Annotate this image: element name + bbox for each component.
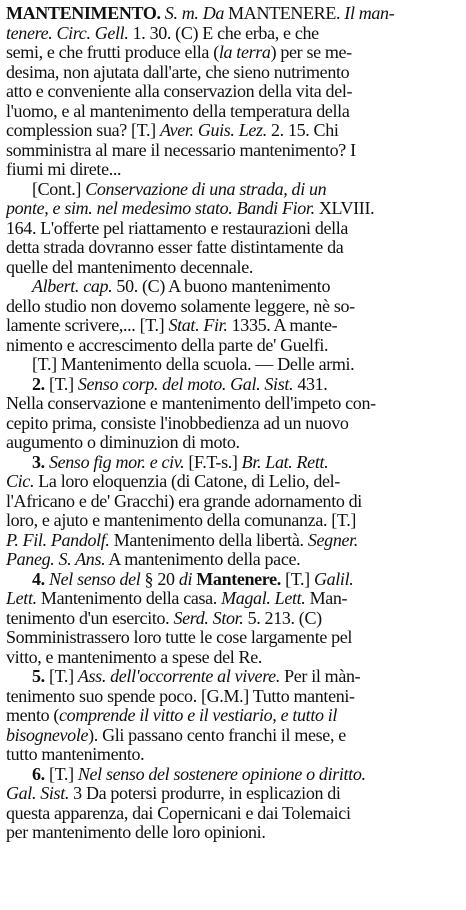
text-line (6, 199, 460, 219)
italic-run: Aver. Guis. Lez. (159, 121, 267, 140)
text-run: La loro eloquenzia (di Catone, di Lelio, del- (34, 472, 340, 491)
text-run: 3 Da potersi produrre, in esplicazion di (69, 784, 341, 803)
text-run: 431. (293, 374, 328, 394)
text-line (6, 726, 460, 746)
text-run: [T.] Mantenimento della scuola. — Delle armi. (32, 355, 355, 374)
italic-run: Il man- (344, 4, 395, 23)
text-run: tutto mantenimento. (6, 745, 145, 764)
text-run: questa apparenza, dai Copernicani e dai Tolemaici (6, 803, 351, 823)
italic-run: Lett. (6, 589, 37, 608)
italic-run: comprende il vitto e il vestiario, e tutto il (59, 706, 338, 725)
italic-run: Nel senso del sostenere opinione o diritto. (77, 764, 366, 784)
text-line (6, 784, 460, 804)
italic-run: bisognevole (6, 725, 89, 745)
text-run: detta strada dovranno esser fatte distintamente da (6, 238, 344, 257)
italic-run: Stat. Fir. (168, 316, 228, 335)
italic-run: Serd. Stor. (173, 608, 244, 628)
text-line (6, 550, 460, 570)
text-line (6, 219, 460, 239)
text-run: ) per se me- (270, 43, 352, 62)
text-run: l'Africano e de' Gracchi) era grande adornamento di (6, 491, 362, 511)
text-run: Somministrassero loro tutte le cose largamente pel (6, 628, 353, 647)
text-line (6, 24, 460, 44)
text-line (6, 297, 460, 317)
text-run: vitto, e mantenimento a spese del Re. (6, 647, 262, 667)
text-run: augumento o diminuzion di moto. (6, 433, 240, 452)
text-line (6, 336, 460, 356)
italic-run: Segner. (307, 530, 358, 550)
text-run: Man- (305, 589, 348, 608)
italic-run: Paneg. S. Ans. (6, 550, 106, 569)
bold-run: Mantenere. (192, 569, 281, 589)
smallcaps-run: MANTENERE. (224, 4, 341, 23)
text-line (6, 804, 460, 824)
italic-run: Albert. cap. (32, 277, 113, 296)
bold-run: 3. (32, 452, 45, 472)
text-line (6, 63, 460, 83)
text-run: desima, non ajutata dall'arte, che sieno nutrimento (6, 62, 350, 82)
text-run: nimento e accrescimento della parte de' Guelfi. (6, 335, 329, 355)
text-line (6, 453, 460, 473)
text-run: § 20 (140, 569, 179, 589)
text-line (6, 394, 460, 414)
bold-run: MANTENIMENTO. (6, 4, 161, 23)
text-run: loro, e ajuto e mantenimento della comunanza. [T.] (6, 511, 357, 530)
text-run: A mantenimento della pace. (105, 550, 301, 569)
text-line (6, 121, 460, 141)
text-run: 50. (C) A buono mantenimento (112, 277, 331, 296)
italic-run: Conservazione di una strada, di un (85, 179, 327, 199)
text-run: 2. 15. Chi (266, 121, 339, 140)
text-line (6, 375, 460, 395)
text-line (6, 687, 460, 707)
text-run: per mantenimento delle loro opinioni. (6, 823, 266, 842)
text-line (6, 667, 460, 687)
text-run: lamente scrivere,... [T.] (6, 316, 169, 335)
text-run: Mantenimento della casa. (36, 589, 222, 608)
text-run: Mantenimento della libertà. (109, 530, 308, 550)
text-line (6, 102, 460, 122)
text-line (6, 277, 460, 297)
text-run: 5. 213. (C) (243, 608, 322, 628)
text-run: complession sua? [T.] (6, 121, 160, 140)
text-run: cepito prima, consiste l'inobbedienza ad un nuovo (6, 413, 349, 433)
text-line (6, 4, 460, 24)
text-line (6, 531, 460, 551)
text-line (6, 823, 460, 843)
text-run: atto e conveniente alla conservazion della vita del- (6, 82, 353, 101)
text-line (6, 433, 460, 453)
italic-run: S. m. Da (164, 4, 224, 23)
text-line (6, 258, 460, 278)
italic-run: Senso corp. del moto. Gal. Sist. (77, 374, 294, 394)
italic-run: Senso fig mor. e civ. (48, 452, 185, 472)
text-run: [Cont.] (32, 179, 86, 199)
text-line (6, 765, 460, 785)
text-run: tenimento suo spende poco. [G.M.] Tutto manteni- (6, 686, 355, 706)
text-run: Nella conservazione e mantenimento dell'impeto con- (6, 394, 376, 413)
text-run: somministra al mare il necessario mantenimento? I (6, 140, 356, 160)
text-run: [T.] (44, 764, 78, 784)
bold-run: 4. (32, 569, 45, 589)
text-run: XLVIII. (314, 199, 375, 218)
text-run: fiumi mi direte... (6, 160, 122, 179)
text-line (6, 180, 460, 200)
text-line (6, 82, 460, 102)
text-run: 1335. A mante- (227, 316, 338, 335)
italic-run: Cic. (6, 472, 35, 491)
text-line (6, 316, 460, 336)
text-line (6, 570, 460, 590)
text-run: 164. L'offerte pel riattamento e restaurazioni della (6, 218, 349, 238)
italic-run: la terra (218, 43, 271, 62)
text-run: quelle del mantenimento decennale. (6, 257, 253, 277)
text-line (6, 160, 460, 180)
text-run: semi, e che frutti produce ella ( (6, 43, 219, 62)
dictionary-entry-mantenimento (6, 4, 460, 843)
text-run: dello studio non dovemo solamente leggere, nè so- (6, 296, 355, 316)
text-line (6, 414, 460, 434)
text-line (6, 492, 460, 512)
text-run: 1. 30. (C) E che erba, e che (128, 23, 319, 43)
text-line (6, 355, 460, 375)
text-line (6, 472, 460, 492)
text-run: [F.T-s.] (184, 452, 242, 472)
text-run: mento ( (6, 706, 60, 725)
text-line (6, 609, 460, 629)
italic-run: Magal. Lett. (221, 589, 306, 608)
italic-run: P. Fil. Pandolf. (6, 530, 110, 550)
text-run: tenimento d'un esercito. (6, 608, 174, 628)
text-line (6, 745, 460, 765)
bold-run: 2. (32, 374, 45, 394)
text-line (6, 589, 460, 609)
text-run: ). Gli passano cento franchi il mese, e (88, 725, 346, 745)
text-run: l'uomo, e al mantenimento della temperatura della (6, 101, 350, 121)
text-line (6, 706, 460, 726)
bold-run: 5. (32, 667, 45, 686)
text-line (6, 511, 460, 531)
italic-run: Galil. (313, 569, 354, 589)
italic-run: ponte, e sim. nel medesimo stato. Bandi Fior. (6, 199, 315, 218)
italic-run: di (178, 569, 193, 589)
italic-run: Br. Lat. Rett. (241, 452, 329, 472)
text-run: Per il màn- (279, 667, 361, 686)
text-line (6, 628, 460, 648)
italic-run: tenere. Circ. Gell. (6, 23, 129, 43)
text-run: [T.] (44, 667, 78, 686)
text-line (6, 43, 460, 63)
text-line (6, 141, 460, 161)
italic-run: Ass. dell'occorrente al vivere. (77, 667, 280, 686)
text-line (6, 238, 460, 258)
text-run: [T.] (280, 569, 314, 589)
italic-run: Gal. Sist. (6, 784, 70, 803)
italic-run: Nel senso del (48, 569, 141, 589)
bold-run: 6. (32, 764, 45, 784)
text-run: [T.] (44, 374, 78, 394)
text-line (6, 648, 460, 668)
